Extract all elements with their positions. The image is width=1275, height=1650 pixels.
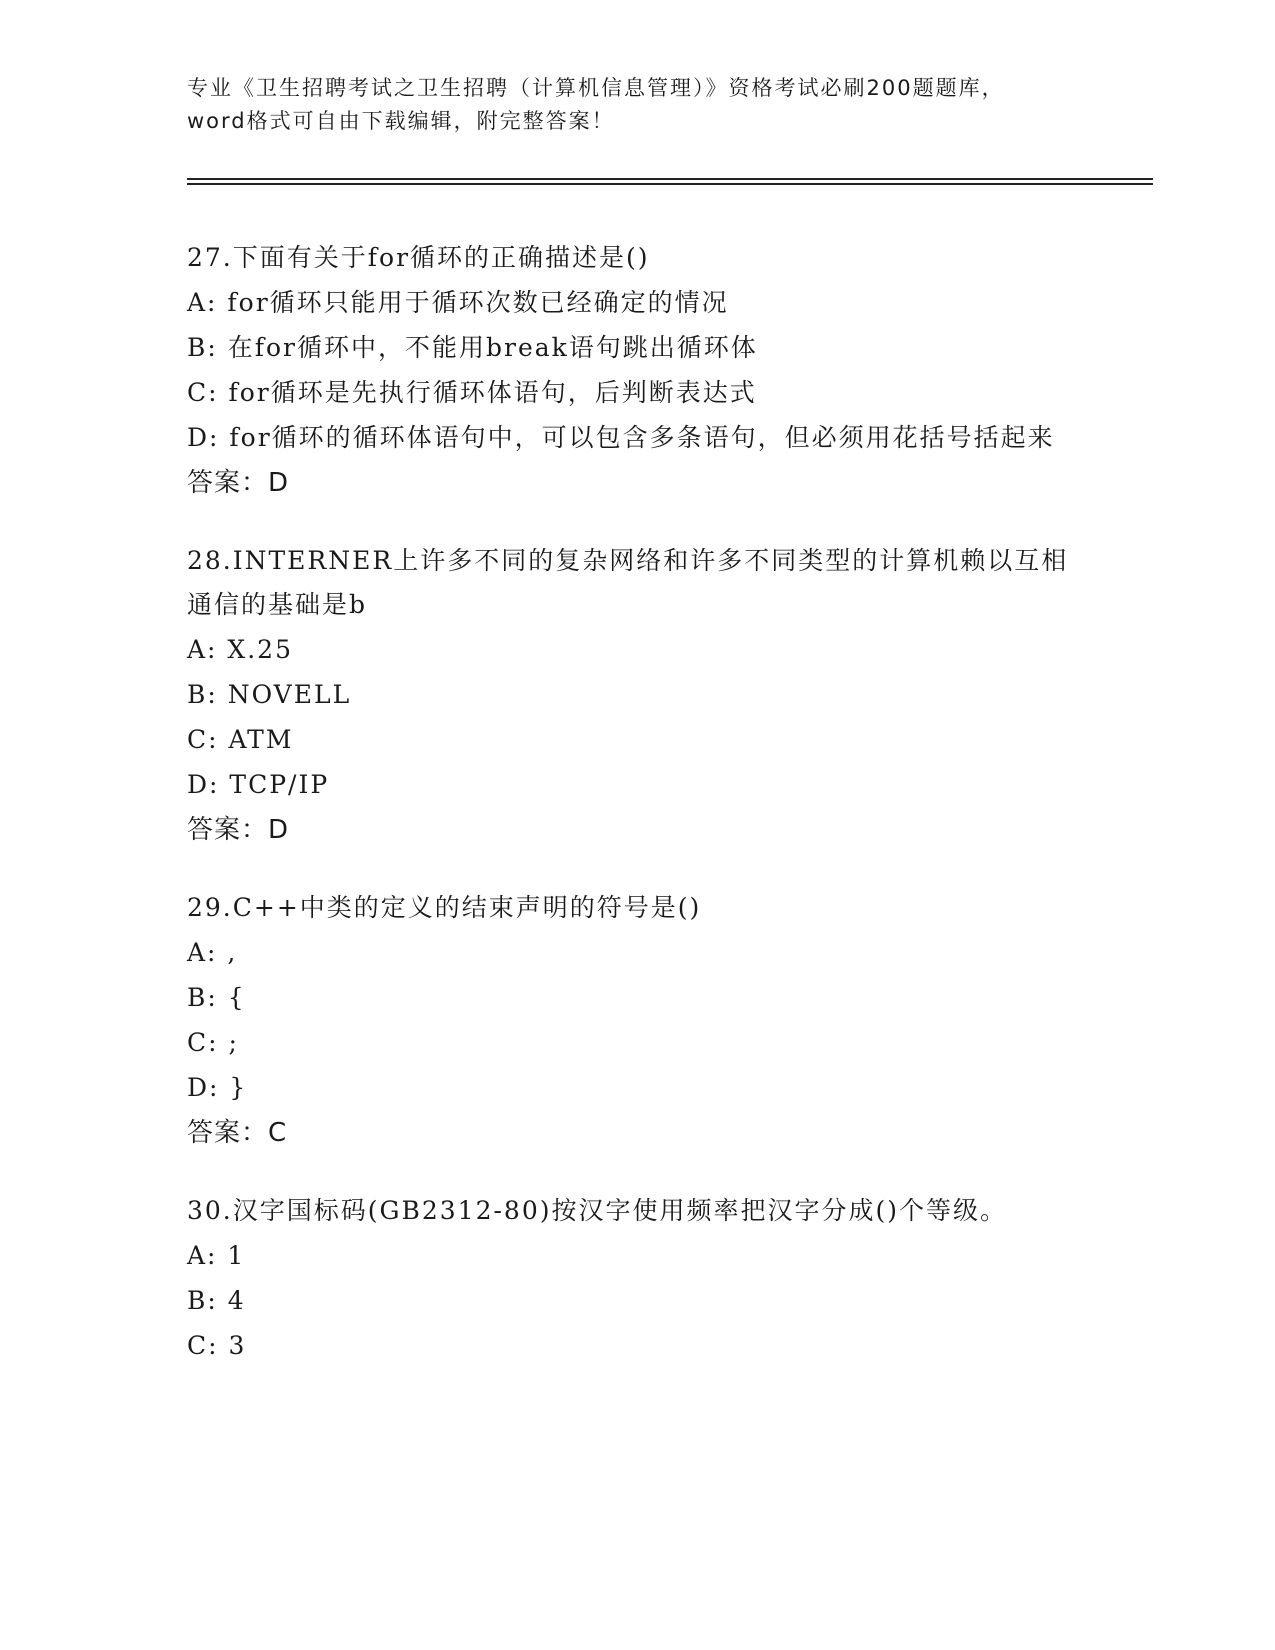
option-a: A: , xyxy=(187,938,238,967)
option-c: C: ATM xyxy=(187,725,294,754)
question-stem: 27.下面有关于for循环的正确描述是() xyxy=(187,243,650,272)
header-line-1: 专业《卫生招聘考试之卫生招聘（计算机信息管理）》资格考试必刷200题题库， xyxy=(187,76,1005,100)
option-d: D: for循环的循环体语句中，可以包含多条语句，但必须用花括号括起来 xyxy=(187,423,1055,452)
question-list xyxy=(187,236,1087,1401)
question-stem: 29.C++中类的定义的结束声明的符号是() xyxy=(187,893,702,922)
header-line-2: word格式可自由下载编辑，附完整答案！ xyxy=(187,109,615,133)
option-d: D: } xyxy=(187,1073,248,1102)
option-a: A: 1 xyxy=(187,1241,246,1270)
answer: 答案：D xyxy=(187,815,290,845)
option-b: B: 在for循环中，不能用break语句跳出循环体 xyxy=(187,333,758,362)
question-stem: 30.汉字国标码(GB2312-80)按汉字使用频率把汉字分成()个等级。 xyxy=(187,1196,1007,1225)
option-d: D: TCP/IP xyxy=(187,770,330,799)
option-c: C: for循环是先执行循环体语句，后判断表达式 xyxy=(187,378,757,407)
option-b: B: 4 xyxy=(187,1286,246,1315)
document-header xyxy=(187,72,1087,138)
option-b: B: { xyxy=(187,983,246,1012)
question-stem: 28.INTERNER上许多不同的复杂网络和许多不同类型的计算机赖以互相通信的基础是b xyxy=(187,546,1069,619)
question-29 xyxy=(187,886,1087,1156)
header-divider-top xyxy=(187,178,1153,180)
option-c: C: 3 xyxy=(187,1331,247,1360)
question-27 xyxy=(187,236,1087,506)
answer: 答案：D xyxy=(187,468,290,498)
question-28 xyxy=(187,539,1087,853)
option-b: B: NOVELL xyxy=(187,680,352,709)
question-30 xyxy=(187,1189,1087,1368)
answer: 答案：C xyxy=(187,1118,288,1148)
option-a: A: X.25 xyxy=(187,635,293,664)
option-c: C: ; xyxy=(187,1028,239,1057)
option-a: A: for循环只能用于循环次数已经确定的情况 xyxy=(187,288,729,317)
header-divider-bottom xyxy=(187,183,1153,185)
